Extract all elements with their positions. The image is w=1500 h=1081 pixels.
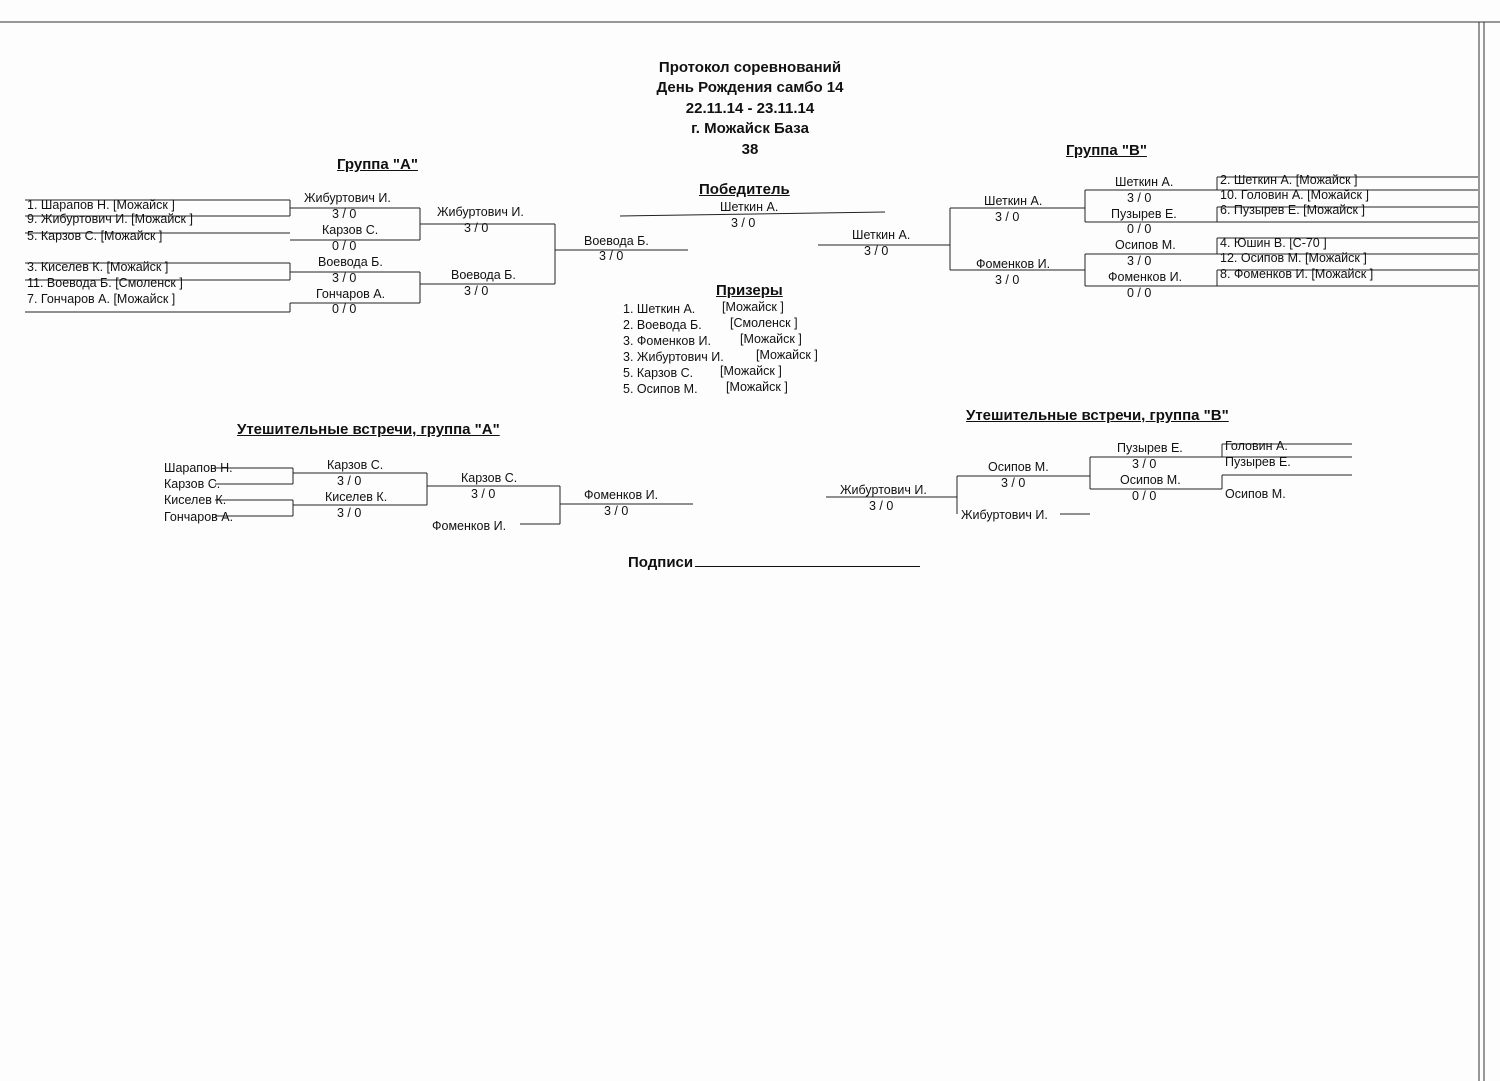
group-a-entrant: 3. Киселев К. [Можайск ] [27, 260, 169, 274]
group-b-semifinal-score: 3 / 0 [995, 210, 1020, 224]
group-a-final-winner: Воевода Б. [584, 234, 649, 248]
signature-label: Подписи [628, 554, 694, 571]
group-a-semifinal-winner: Воевода Б. [451, 268, 516, 282]
group-b-entrant: 6. Пузырев Е. [Можайск ] [1220, 203, 1365, 217]
group-b-final-winner: Шеткин А. [852, 228, 911, 242]
consolation-b-r2-winner: Осипов М. [988, 460, 1049, 474]
signature-line [695, 566, 920, 567]
event-venue: г. Можайск База [691, 120, 809, 137]
consolation-b-final-score: 3 / 0 [869, 499, 894, 513]
group-b-final-score: 3 / 0 [864, 244, 889, 258]
group-b-r1-score: 0 / 0 [1127, 222, 1152, 236]
prize-name: 3. Фоменков И. [623, 334, 711, 348]
consolation-a-entrant: Киселев К. [164, 493, 227, 507]
group-a-entrant: 7. Гончаров А. [Можайск ] [27, 292, 176, 306]
group-b-entrant: 10. Головин А. [Можайск ] [1220, 188, 1369, 202]
event-name: День Рождения самбо 14 [656, 79, 844, 96]
consolation-a-r2-score: 3 / 0 [471, 487, 496, 501]
consolation-b-entrant: Пузырев Е. [1225, 455, 1291, 469]
winner-title: Победитель [699, 181, 790, 198]
consolation-a-r1-score: 3 / 0 [337, 474, 362, 488]
group-a-r1-score: 3 / 0 [332, 271, 357, 285]
consolation-b-final-winner: Жибуртович И. [840, 483, 927, 497]
group-b-r1-loser: Фоменков И. [1108, 270, 1183, 284]
consolation-b-r1-score: 3 / 0 [1132, 457, 1157, 471]
consolation-b-r2-score: 3 / 0 [1001, 476, 1026, 490]
protocol-title: Протокол соревнований [658, 59, 842, 76]
group-a-entrant: 1. Шарапов Н. [Можайск ] [27, 198, 175, 212]
group-b-entrant: 4. Юшин В. [С-70 ] [1220, 236, 1327, 250]
signature-field [628, 554, 920, 571]
group-b-r1-score: 3 / 0 [1127, 191, 1152, 205]
prize-club: [Смоленск ] [730, 316, 798, 330]
consolation-b-r1-winner: Пузырев Е. [1117, 441, 1183, 455]
group-b-r1-winner: Осипов М. [1115, 238, 1176, 252]
group-b-r1-score: 0 / 0 [1127, 286, 1152, 300]
group-a-semifinal-winner: Жибуртович И. [437, 205, 524, 219]
consolation-b-r1-loser: Осипов М. [1120, 473, 1181, 487]
consolation-b-title: Утешительные встречи, группа "В" [966, 407, 1229, 424]
group-b-entrant: 12. Осипов М. [Можайск ] [1220, 251, 1367, 265]
consolation-a-r2-winner: Карзов С. [461, 471, 518, 485]
prize-club: [Можайск ] [726, 380, 788, 394]
group-a-r1-score: 0 / 0 [332, 239, 357, 253]
group-a-final-score: 3 / 0 [599, 249, 624, 263]
prize-club: [Можайск ] [756, 348, 818, 362]
prize-club: [Можайск ] [722, 300, 784, 314]
weight-category: 38 [741, 141, 759, 158]
group-b-entrant: 2. Шеткин А. [Можайск ] [1220, 173, 1358, 187]
group-b-title: Группа "В" [1066, 142, 1147, 159]
group-a-entrant: 9. Жибуртович И. [Можайск ] [27, 212, 193, 226]
group-a-r1-score: 3 / 0 [332, 207, 357, 221]
group-b-semifinal-score: 3 / 0 [995, 273, 1020, 287]
prize-name: 1. Шеткин А. [623, 302, 696, 316]
winner-score: 3 / 0 [731, 216, 756, 230]
group-b-entrant: 8. Фоменков И. [Можайск ] [1220, 267, 1374, 281]
event-dates: 22.11.14 - 23.11.14 [685, 100, 815, 117]
group-a-semifinal-score: 3 / 0 [464, 284, 489, 298]
group-b-r1-score: 3 / 0 [1127, 254, 1152, 268]
consolation-a-final-score: 3 / 0 [604, 504, 629, 518]
group-a-r1-loser: Карзов С. [322, 223, 379, 237]
prizes-title: Призеры [716, 282, 783, 299]
consolation-a-entrant: Гончаров А. [164, 510, 234, 524]
consolation-a-r1-winner: Киселев К. [325, 490, 388, 504]
group-a-r1-score: 0 / 0 [332, 302, 357, 316]
prize-name: 3. Жибуртович И. [623, 350, 724, 364]
consolation-a-final-winner: Фоменков И. [584, 488, 659, 502]
consolation-b-waiting: Жибуртович И. [961, 508, 1048, 522]
consolation-a-entrant: Шарапов Н. [164, 461, 233, 475]
group-b-semifinal-winner: Фоменков И. [976, 257, 1051, 271]
consolation-b-r1-score: 0 / 0 [1132, 489, 1157, 503]
prize-name: 5. Осипов М. [623, 382, 698, 396]
consolation-a-r1-score: 3 / 0 [337, 506, 362, 520]
group-a-r1-loser: Гончаров А. [316, 287, 386, 301]
group-a-entrant: 11. Воевода Б. [Смоленск ] [27, 276, 183, 290]
group-a-title: Группа "А" [337, 156, 418, 173]
prize-club: [Можайск ] [720, 364, 782, 378]
consolation-b-entrant: Головин А. [1225, 439, 1288, 453]
group-b-semifinal-winner: Шеткин А. [984, 194, 1043, 208]
consolation-a-waiting: Фоменков И. [432, 519, 507, 533]
consolation-a-entrant: Карзов С. [164, 477, 221, 491]
winner-name: Шеткин А. [720, 200, 779, 214]
group-a-r1-winner: Жибуртович И. [304, 191, 391, 205]
prize-club: [Можайск ] [740, 332, 802, 346]
group-a-r1-winner: Воевода Б. [318, 255, 383, 269]
group-a-semifinal-score: 3 / 0 [464, 221, 489, 235]
prize-name: 2. Воевода Б. [623, 318, 702, 332]
prize-name: 5. Карзов С. [623, 366, 694, 380]
consolation-b-entrant: Осипов М. [1225, 487, 1286, 501]
consolation-a-title: Утешительные встречи, группа "А" [237, 421, 500, 438]
group-b-r1-winner: Шеткин А. [1115, 175, 1174, 189]
group-a-entrant: 5. Карзов С. [Можайск ] [27, 229, 163, 243]
group-b-r1-loser: Пузырев Е. [1111, 207, 1177, 221]
consolation-a-r1-winner: Карзов С. [327, 458, 384, 472]
